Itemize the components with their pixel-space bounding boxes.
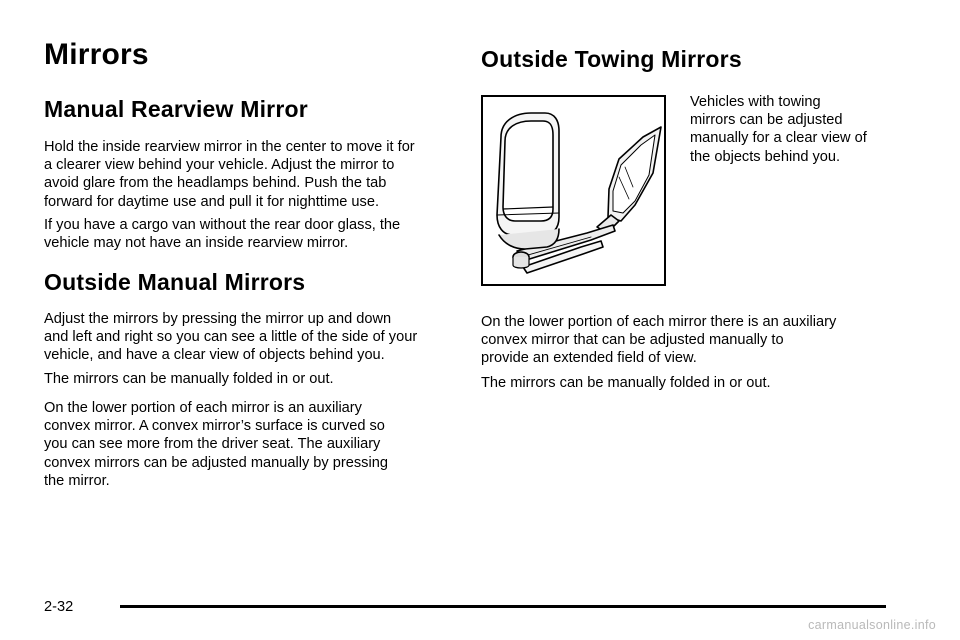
towing-mirrors-paragraph-2 <box>481 374 771 392</box>
text-line: mirrors can be adjusted <box>690 112 843 129</box>
text-line: the objects behind you. <box>690 148 841 165</box>
text-line: the mirror. <box>44 472 110 489</box>
outside-manual-paragraph-2 <box>44 370 334 388</box>
manual-rearview-paragraph-1 <box>44 138 415 211</box>
section-heading-outside-manual-mirrors: Outside Manual Mirrors <box>44 269 306 295</box>
towing-mirror-illustration-icon <box>483 97 664 284</box>
text-line: vehicle may not have an inside rearview mirror. <box>44 235 349 252</box>
towing-mirror-figure <box>481 95 666 286</box>
text-line: On the lower portion of each mirror there is an auxiliary <box>481 314 837 330</box>
text-line: convex mirrors can be adjusted manually by pressing <box>44 454 388 471</box>
text-line: Vehicles with towing <box>690 94 821 110</box>
page-title: Mirrors <box>44 38 149 71</box>
text-line: vehicle, and have a clear view of objects behind you. <box>44 347 385 364</box>
towing-mirrors-paragraph-1 <box>481 313 836 368</box>
text-line: a clearer view behind your vehicle. Adjust the mirror to <box>44 157 395 174</box>
watermark: carmanualsonline.info <box>808 618 936 632</box>
text-line: convex mirror. A convex mirror’s surface is curved so <box>44 418 385 435</box>
page-number: 2-32 <box>44 599 74 615</box>
text-line: Hold the inside rearview mirror in the center to move it for <box>44 139 415 155</box>
text-line: and left and right so you can see a little of the side of your <box>44 329 418 346</box>
outside-manual-paragraph-1 <box>44 310 417 365</box>
text-line: convex mirror that can be adjusted manually to <box>481 332 784 349</box>
text-line: forward for daytime use and pull it for nighttime use. <box>44 193 380 210</box>
manual-rearview-paragraph-2 <box>44 216 400 252</box>
text-line: On the lower portion of each mirror is an auxiliary <box>44 400 362 416</box>
text-line: If you have a cargo van without the rear door glass, the <box>44 217 401 233</box>
text-line: you can see more from the driver seat. The auxiliary <box>44 436 381 453</box>
text-line: Adjust the mirrors by pressing the mirror up and down <box>44 311 392 327</box>
text-line: The mirrors can be manually folded in or out. <box>44 371 334 387</box>
outside-manual-paragraph-3 <box>44 399 388 490</box>
text-line: The mirrors can be manually folded in or out. <box>481 375 771 391</box>
text-line: manually for a clear view of <box>690 130 867 147</box>
footer-rule <box>120 605 886 608</box>
figure-caption <box>690 93 867 166</box>
section-heading-outside-towing-mirrors: Outside Towing Mirrors <box>481 46 742 72</box>
text-line: avoid glare from the headlamps behind. Push the tab <box>44 175 387 192</box>
text-line: provide an extended field of view. <box>481 350 697 367</box>
section-heading-manual-rearview-mirror: Manual Rearview Mirror <box>44 96 308 122</box>
